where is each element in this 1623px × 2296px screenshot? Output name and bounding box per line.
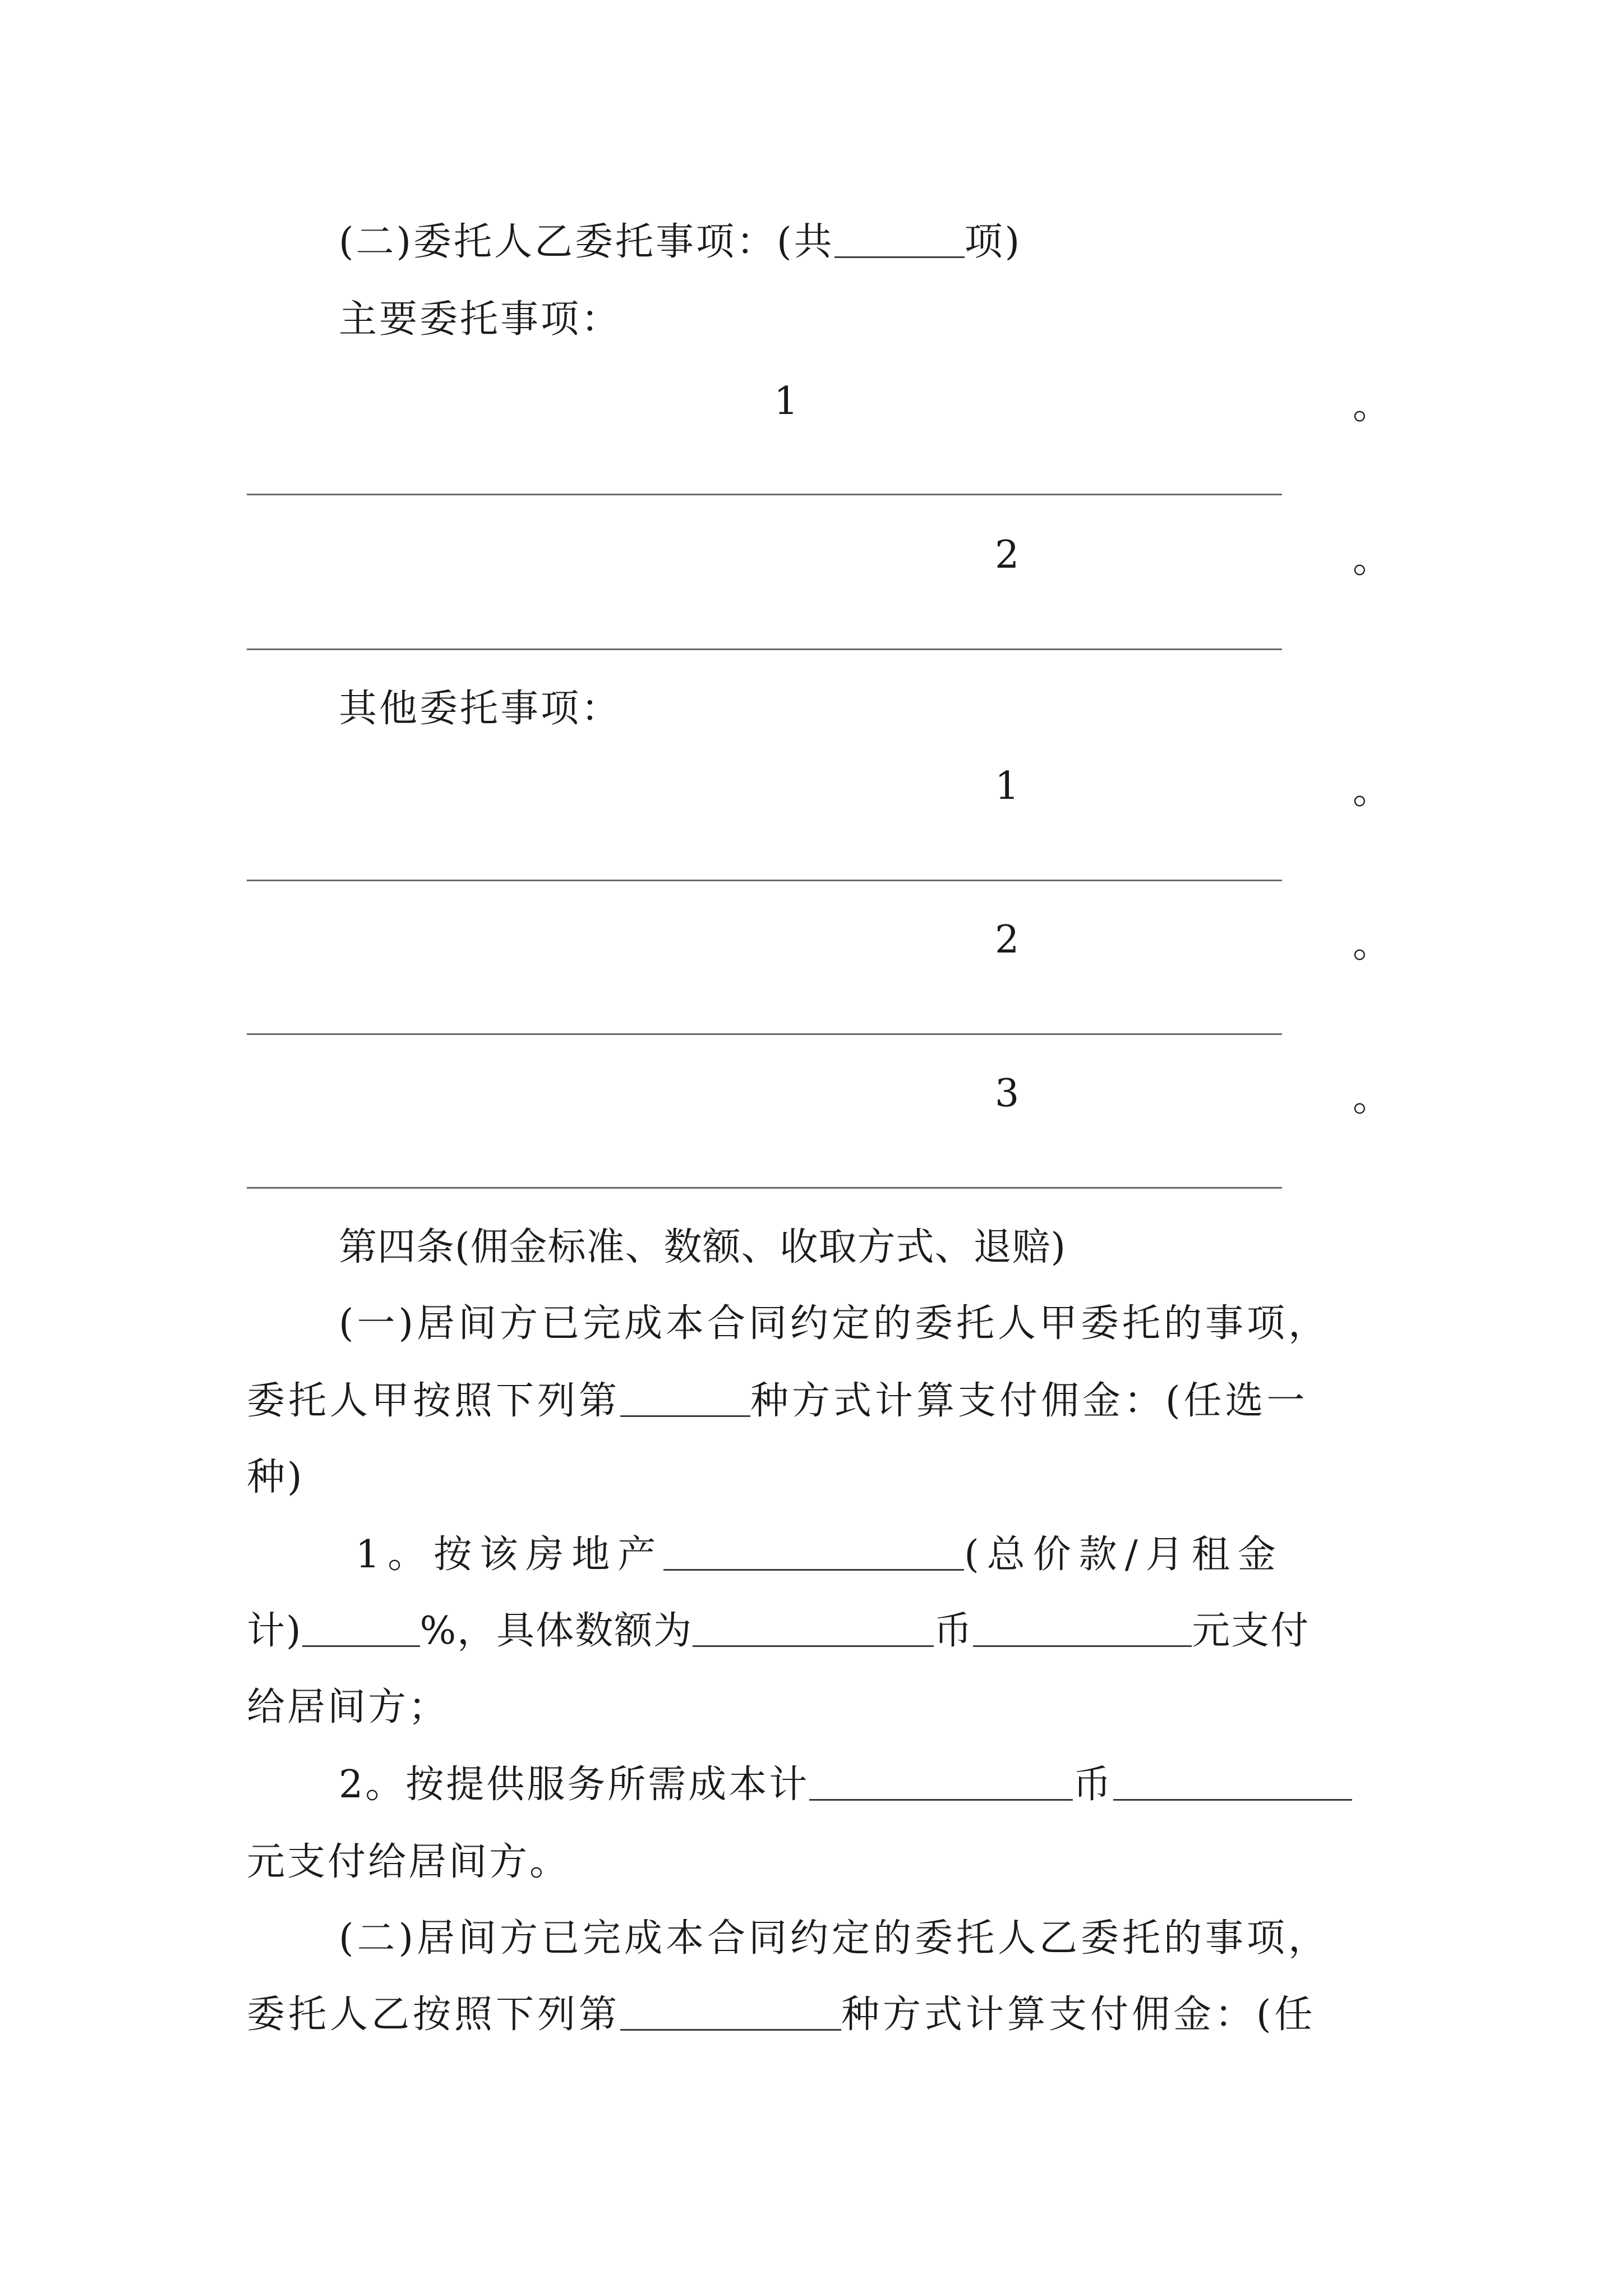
option-2-line-1 xyxy=(339,1763,1352,1807)
main-items-label: 主要委托事项： xyxy=(339,297,622,342)
option-1-line-1-post: (总价款/月租金 xyxy=(964,1533,1284,1577)
other-item-2-number: 2 xyxy=(995,918,1020,962)
currency-blank-1[interactable] xyxy=(693,1613,934,1647)
option-1-line-2-d: 元支付 xyxy=(1192,1609,1310,1653)
option-2-line-1-mid: 币 xyxy=(1073,1763,1114,1807)
option-1-line-1-pre: 1。按该房地产 xyxy=(356,1533,664,1577)
amount-blank-1[interactable] xyxy=(973,1613,1192,1647)
option-2-line-1-pre: 2。按提供服务所需成本计 xyxy=(339,1763,810,1807)
main-item-1-line[interactable] xyxy=(247,494,1282,495)
clause-1-line-3: 种) xyxy=(247,1455,305,1499)
option-2-line-2: 元支付给居间方。 xyxy=(247,1840,570,1884)
other-item-3-period: 。 xyxy=(1353,1076,1391,1120)
main-item-2-period: 。 xyxy=(1353,537,1391,582)
currency-blank-2[interactable] xyxy=(809,1766,1073,1801)
option-1-line-2-c: 币 xyxy=(934,1609,974,1653)
item-count-blank[interactable] xyxy=(834,224,965,258)
clause-2-line-2 xyxy=(247,1993,1316,2037)
other-item-1-period: 。 xyxy=(1353,769,1391,813)
clause-2-line-2-post: 种方式计算支付佣金：(任 xyxy=(841,1993,1316,2037)
amount-blank-2[interactable] xyxy=(1113,1766,1352,1801)
main-item-1-number: 1 xyxy=(774,379,799,424)
section-b-title-post: 项) xyxy=(964,220,1022,264)
main-item-1-period: 。 xyxy=(1353,384,1391,428)
section-b-title xyxy=(339,220,1022,264)
main-item-2-line[interactable] xyxy=(247,648,1282,650)
other-item-2-line[interactable] xyxy=(247,1033,1282,1035)
option-1-line-1 xyxy=(356,1533,1284,1577)
clause-2-line-2-pre: 委托人乙按照下列第 xyxy=(247,1993,621,2037)
option-1-line-3: 给居间方； xyxy=(247,1685,449,1729)
clause-1-line-2-pre: 委托人甲按照下列第 xyxy=(247,1379,621,1423)
option-1-line-2-b: %，具体数额为 xyxy=(419,1609,693,1653)
main-item-2-number: 2 xyxy=(995,533,1020,577)
percentage-blank[interactable] xyxy=(302,1613,420,1647)
clause-2-line-1: (二)居间方已完成本合同约定的委托人乙委托的事项， xyxy=(339,1916,1330,1961)
other-item-3-number: 3 xyxy=(995,1071,1020,1116)
article-4-heading: 第四条(佣金标准、数额、收取方式、退赔) xyxy=(339,1225,1067,1269)
other-item-1-line[interactable] xyxy=(247,880,1282,881)
other-item-3-line[interactable] xyxy=(247,1187,1282,1189)
option-1-line-2 xyxy=(247,1609,1310,1653)
method-choice-blank-2[interactable] xyxy=(620,1996,841,2031)
other-items-label: 其他委托事项： xyxy=(339,687,622,731)
clause-1-line-1: (一)居间方已完成本合同约定的委托人甲委托的事项， xyxy=(339,1301,1330,1346)
clause-1-line-2-post: 种方式计算支付佣金：(任选一 xyxy=(750,1379,1308,1423)
section-b-title-pre: (二)委托人乙委托事项：(共 xyxy=(339,220,834,264)
property-value-blank[interactable] xyxy=(663,1536,964,1571)
option-1-line-2-a: 计) xyxy=(247,1609,302,1653)
other-item-2-period: 。 xyxy=(1353,922,1391,967)
method-choice-blank-1[interactable] xyxy=(620,1383,750,1417)
other-item-1-number: 1 xyxy=(995,764,1020,808)
clause-1-line-2 xyxy=(247,1379,1308,1423)
